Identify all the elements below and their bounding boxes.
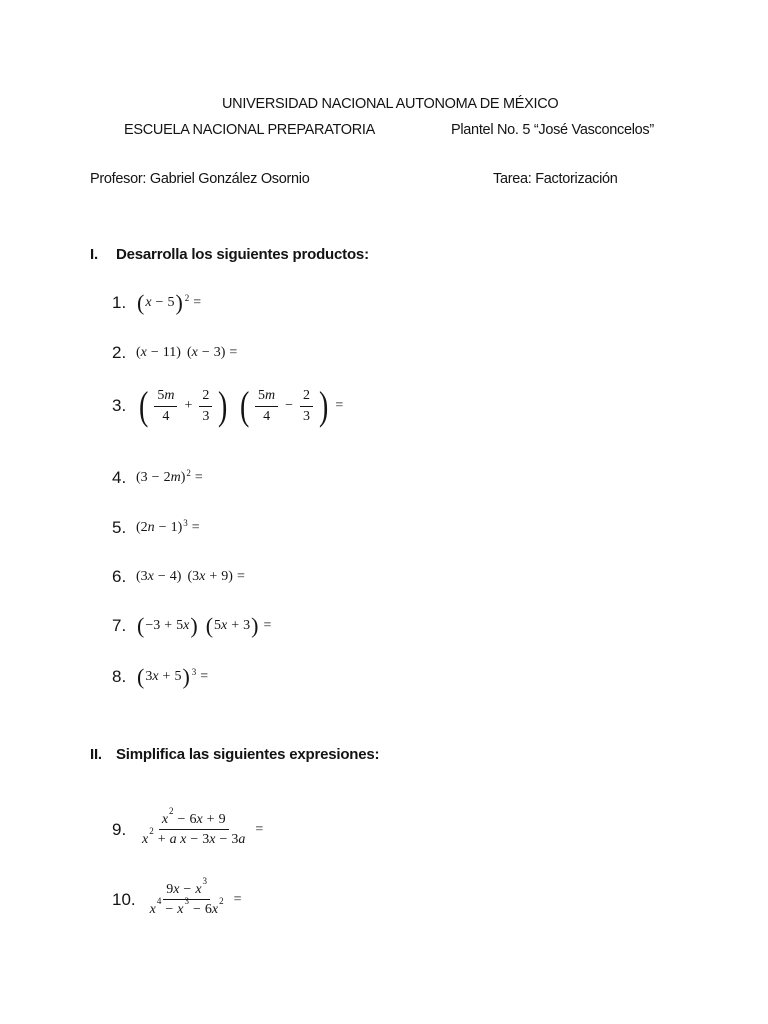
section-numeral: I. — [90, 246, 98, 263]
problem-3 — [112, 383, 347, 428]
problem-number: 2. — [112, 343, 127, 362]
problem-10 — [112, 876, 246, 918]
school-name: ESCUELA NACIONAL PREPARATORIA — [124, 122, 376, 138]
problem-number: 4. — [112, 468, 127, 487]
problem-1 — [112, 292, 205, 314]
problem-expression: (2 n − 1) $^3$ = — [136, 518, 200, 535]
problem-expression: $\frac{9x - x^3}{x^4- x^3- 6x^2}$ = — [149, 876, 242, 918]
problem-number: 10. — [112, 889, 136, 909]
section-title: Desarrolla los siguientes productos: — [116, 246, 369, 263]
problem-expression: $\frac{x^2- 6x + 9}{x^2+ a x - 3x - 3a}$ = — [142, 806, 264, 848]
section-numeral: II. — [90, 746, 102, 763]
problem-5 — [112, 518, 204, 538]
problem-number: 6. — [112, 567, 127, 586]
campus-name: Plantel No. 5 “José Vasconcelos” — [451, 122, 654, 138]
problem-expression: ( x − 5 ) $^2$ = — [137, 290, 202, 315]
problem-6 — [112, 567, 249, 587]
problem-number: 9. — [112, 819, 127, 839]
problem-expression: ( 3 x + 5 ) $^3$ = — [137, 664, 209, 689]
problem-7 — [112, 615, 275, 637]
section-heading — [90, 246, 369, 263]
problem-number: 8. — [112, 667, 127, 686]
problem-2 — [112, 343, 241, 363]
problem-expression: ( −3 + 5 x ) ( 5 x + 3 ) = — [137, 613, 272, 638]
problem-number: 7. — [112, 616, 127, 635]
problem-9 — [112, 806, 267, 848]
problem-8 — [112, 666, 212, 688]
problem-4 — [112, 468, 207, 488]
university-name: UNIVERSIDAD NACIONAL AUTONOMA DE MÉXICO — [222, 96, 559, 112]
problem-expression: ( $\frac{5m}{4}$ + $\frac{2}{3}$ ) ( $\frac{5m}{4}$ − $\frac{2}{3}$ ) = — [138, 383, 344, 428]
problem-expression: (3 − 2 m ) $^2$ = — [136, 468, 203, 485]
section-heading — [90, 746, 379, 763]
section-title: Simplifica las siguientes expresiones: — [116, 746, 380, 763]
problem-number: 1. — [112, 293, 127, 312]
problem-expression: ( x − 11) ( x − 3) = — [136, 345, 238, 360]
problem-number: 3. — [112, 396, 127, 415]
problem-expression: (3 x − 4) (3 x + 9) = — [136, 569, 245, 584]
assignment-title: Tarea: Factorización — [493, 171, 618, 187]
professor-name: Profesor: Gabriel González Osornio — [90, 171, 310, 187]
problem-number: 5. — [112, 518, 127, 537]
